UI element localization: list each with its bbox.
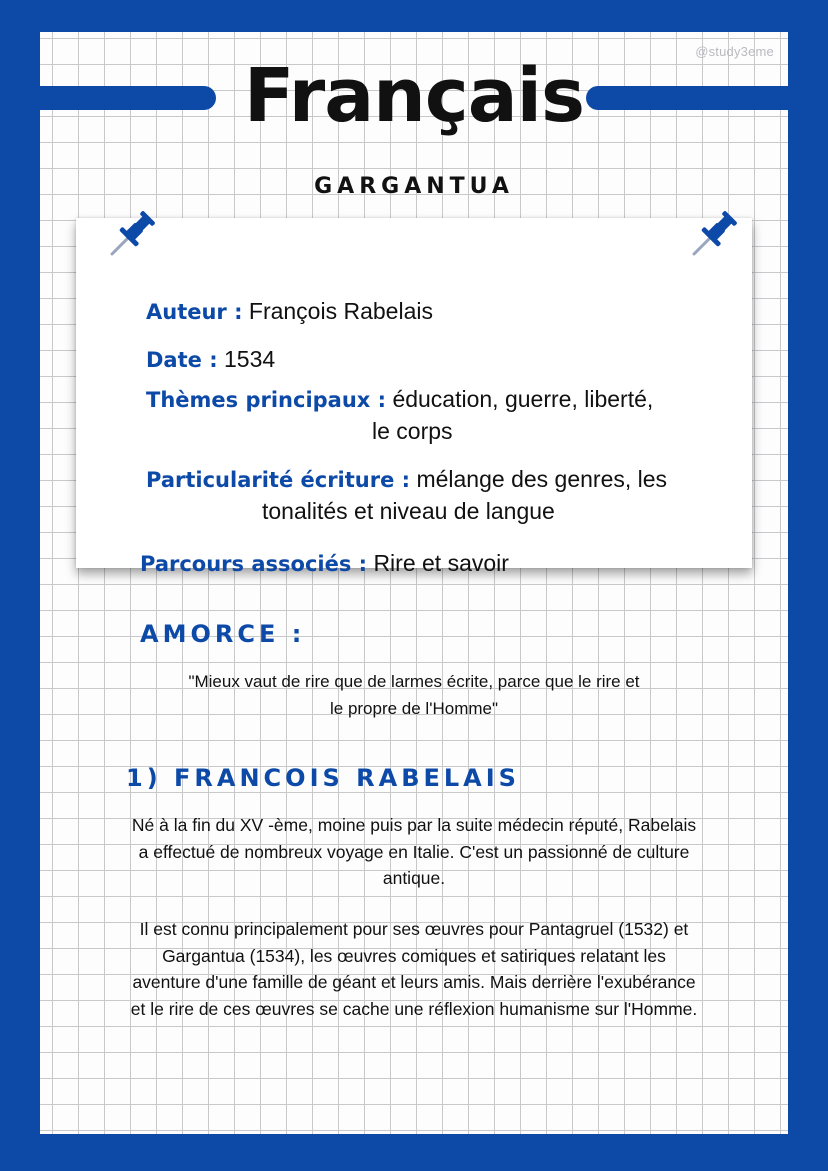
bio-line: a effectué de nombreux voyage en Italie. C'est un passionné de culture [138,841,690,862]
themes-value: éducation, guerre, liberté, [392,386,654,412]
author-label: Auteur : [146,300,243,324]
writing-label: Particularité écriture : [146,468,411,492]
page-subtitle: GARGANTUA [314,174,514,199]
works-paragraph [60,916,768,1022]
themes-row [146,386,653,413]
date-row [146,346,275,373]
parcours-row [140,550,509,577]
amorce-heading: AMORCE : [140,620,306,648]
info-card [76,218,752,576]
author-value: François Rabelais [248,298,433,324]
bio-line: antique. [382,868,446,888]
works-line: Gargantua (1534), les œuvres comiques et satiriques relatant les [162,945,666,966]
bio-paragraph [60,812,768,892]
works-line: Il est connu principalement pour ses œuvres pour Pantagruel (1532) et [139,919,689,939]
watermark: @study3eme [695,44,774,59]
writing-value-cont: tonalités et niveau de langue [262,498,555,524]
works-line: et le rire de ces œuvres se cache une réflexion humanisme sur l'Homme. [130,998,698,1019]
works-line: aventure d'une famille de géant et leurs amis. Mais derrière l'exubérance [132,972,696,992]
writing-row [146,466,667,493]
themes-value-cont: le corps [372,418,453,444]
themes-label: Thèmes principaux : [146,388,387,412]
date-value: 1534 [223,346,276,372]
page-title: Français [243,53,585,139]
notebook-sheet [40,32,788,1134]
author-row [146,298,433,325]
amorce-quote-line2: le propre de l'Homme" [329,699,499,718]
parcours-label: Parcours associés : [140,552,368,576]
writing-value: mélange des genres, les [416,466,668,492]
pushpin-icon [688,204,744,260]
bio-line: Né à la fin du XV -ème, moine puis par la suite médecin réputé, Rabelais [131,815,697,835]
date-label: Date : [146,348,218,372]
pushpin-icon [106,204,162,260]
amorce-quote-line1: "Mieux vaut de rire que de larmes écrite, parce que le rire et [188,672,640,691]
parcours-value: Rire et savoir [373,550,509,576]
section-heading-rabelais: 1) FRANCOIS RABELAIS [126,764,520,792]
